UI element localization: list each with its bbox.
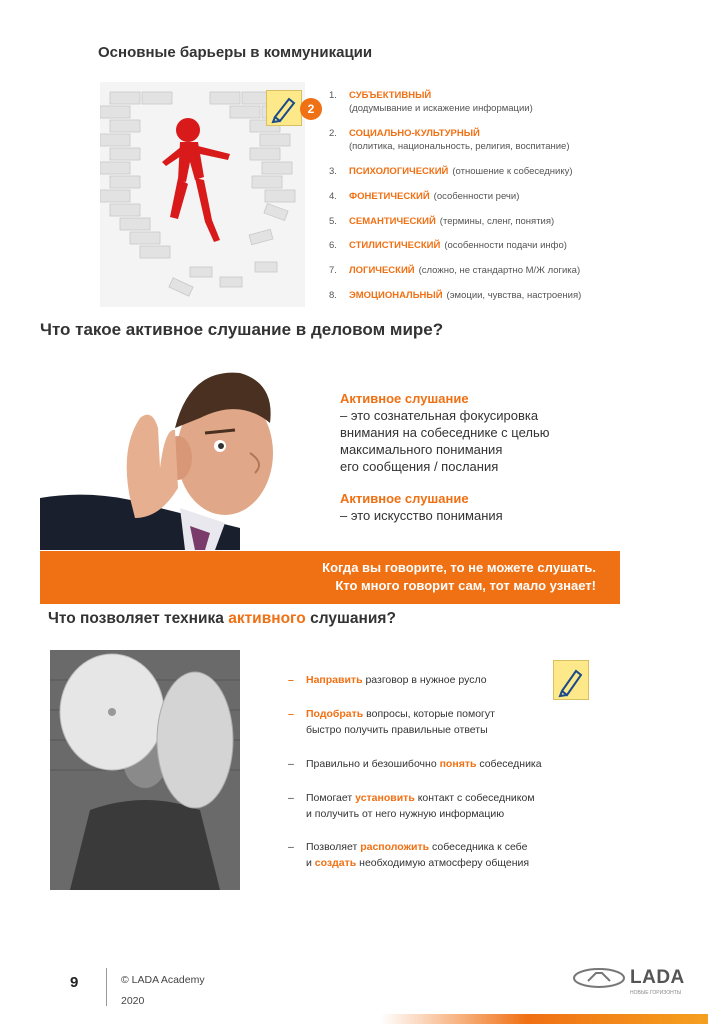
barrier-item — [329, 166, 573, 177]
barrier-number: 5. — [329, 216, 337, 227]
dish-listener-photo — [50, 650, 240, 890]
section-title-active-listening: Что такое активное слушание в деловом мире? — [40, 320, 444, 339]
barrier-desc: (особенности подачи инфо) — [444, 240, 567, 251]
technique-title-pre: Что позволяет техника — [48, 610, 229, 627]
definition-1-line: его сообщения / послания — [340, 459, 499, 474]
page-number: 9 — [70, 974, 79, 991]
benefit-text: и — [306, 857, 315, 869]
barrier-term: ЭМОЦИОНАЛЬНЫЙ — [349, 290, 443, 301]
barrier-number: 6. — [329, 240, 337, 251]
barrier-term: СОЦИАЛЬНО-КУЛЬТУРНЫЙ — [349, 128, 480, 139]
benefit-text: собеседника — [476, 758, 542, 770]
barrier-term: СЕМАНТИЧЕСКИЙ — [349, 216, 436, 227]
definition-1-line: внимания на собеседнике с целью — [340, 425, 550, 440]
barrier-item — [329, 290, 581, 301]
footer-orange-stripe — [380, 1014, 708, 1024]
note-pencil-icon — [266, 90, 302, 126]
number-badge: 2 — [300, 98, 322, 120]
benefit-text: разговор в нужное русло — [362, 674, 487, 686]
barrier-term: ЛОГИЧЕСКИЙ — [349, 265, 415, 276]
benefit-text: контакт с собеседником — [414, 792, 535, 804]
barrier-desc: (эмоции, чувства, настроения) — [446, 290, 582, 301]
benefit-text: Правильно и безошибочно — [306, 758, 440, 770]
barrier-desc: (додумывание и искажение информации) — [349, 103, 533, 114]
bullet-dash: – — [288, 792, 294, 804]
benefit-item — [288, 839, 529, 871]
barrier-term: СТИЛИСТИЧЕСКИЙ — [349, 240, 441, 251]
technique-title-highlight: активного — [228, 610, 306, 627]
benefit-item — [288, 706, 495, 738]
barrier-item — [329, 191, 519, 202]
benefit-item — [288, 790, 535, 822]
section-title-technique — [48, 610, 396, 628]
barrier-number: 4. — [329, 191, 337, 202]
barrier-number: 1. — [329, 90, 337, 101]
definition-2 — [340, 490, 640, 524]
quote-line-2: Кто много говорит сам, тот мало узнает! — [335, 578, 596, 593]
definition-1-line: максимального понимания — [340, 442, 503, 457]
benefit-highlight: Подобрать — [306, 708, 364, 720]
footer-divider — [106, 968, 107, 1006]
benefit-text: собеседника к себе — [429, 841, 528, 853]
quote-line-1: Когда вы говорите, то не можете слушать. — [322, 560, 596, 575]
technique-title-post: слушания? — [305, 610, 396, 627]
lada-logo-text: LADA — [630, 967, 685, 988]
barrier-term: ПСИХОЛОГИЧЕСКИЙ — [349, 166, 449, 177]
bullet-dash: – — [288, 758, 294, 770]
barrier-desc: (отношение к собеседнику) — [452, 166, 573, 177]
definition-1-title: Активное слушание — [340, 391, 469, 406]
barrier-desc: (термины, сленг, понятия) — [439, 216, 555, 227]
barrier-number: 2. — [329, 128, 337, 139]
barrier-term: СУБЪЕКТИВНЫЙ — [349, 90, 432, 101]
listening-man-photo — [40, 358, 290, 550]
bullet-dash: – — [288, 841, 294, 853]
barrier-desc: (сложно, не стандартно М/Ж логика) — [418, 265, 581, 276]
barrier-item — [329, 90, 533, 114]
definition-1 — [340, 390, 640, 475]
benefit-text: Позволяет — [306, 841, 361, 853]
benefit-highlight: Направить — [306, 674, 363, 686]
barrier-item — [329, 216, 554, 227]
bullet-dash: – — [288, 708, 294, 720]
barrier-item — [329, 265, 580, 276]
benefit-item — [288, 756, 542, 772]
barrier-term: ФОНЕТИЧЕСКИЙ — [349, 191, 430, 202]
barrier-number: 8. — [329, 290, 337, 301]
footer-copyright: © LADA Academy — [121, 974, 205, 986]
definition-1-line: – это сознательная фокусировка — [340, 408, 539, 423]
benefit-highlight: создать — [314, 857, 357, 869]
benefit-text: вопросы, которые помогут — [363, 708, 495, 720]
barrier-item — [329, 240, 567, 251]
barrier-number: 7. — [329, 265, 337, 276]
lada-tagline: НОВЫЕ ГОРИЗОНТЫ — [630, 990, 682, 996]
benefit-item — [288, 672, 487, 688]
benefit-highlight: установить — [355, 792, 415, 804]
benefit-text: Помогает — [306, 792, 356, 804]
definition-2-text: – это искусство понимания — [340, 508, 503, 523]
benefit-highlight: расположить — [360, 841, 430, 853]
bullet-dash: – — [288, 674, 294, 686]
benefit-highlight: понять — [439, 758, 477, 770]
benefit-text: необходимую атмосферу общения — [356, 857, 530, 869]
lada-logo-icon — [572, 967, 626, 989]
footer-year: 2020 — [121, 995, 145, 1007]
barrier-desc: (особенности речи) — [433, 191, 520, 202]
barrier-desc: (политика, национальность, религия, воспитание) — [349, 141, 570, 152]
quote-banner — [40, 551, 620, 604]
barrier-number: 3. — [329, 166, 337, 177]
section-title-barriers: Основные барьеры в коммуникации — [98, 44, 373, 61]
definition-2-title: Активное слушание — [340, 491, 469, 506]
benefit-text: быстро получить правильные ответы — [306, 724, 488, 736]
barrier-item — [329, 128, 570, 152]
benefit-text: и получить от него нужную информацию — [306, 808, 505, 820]
note-pencil-icon — [553, 660, 589, 700]
